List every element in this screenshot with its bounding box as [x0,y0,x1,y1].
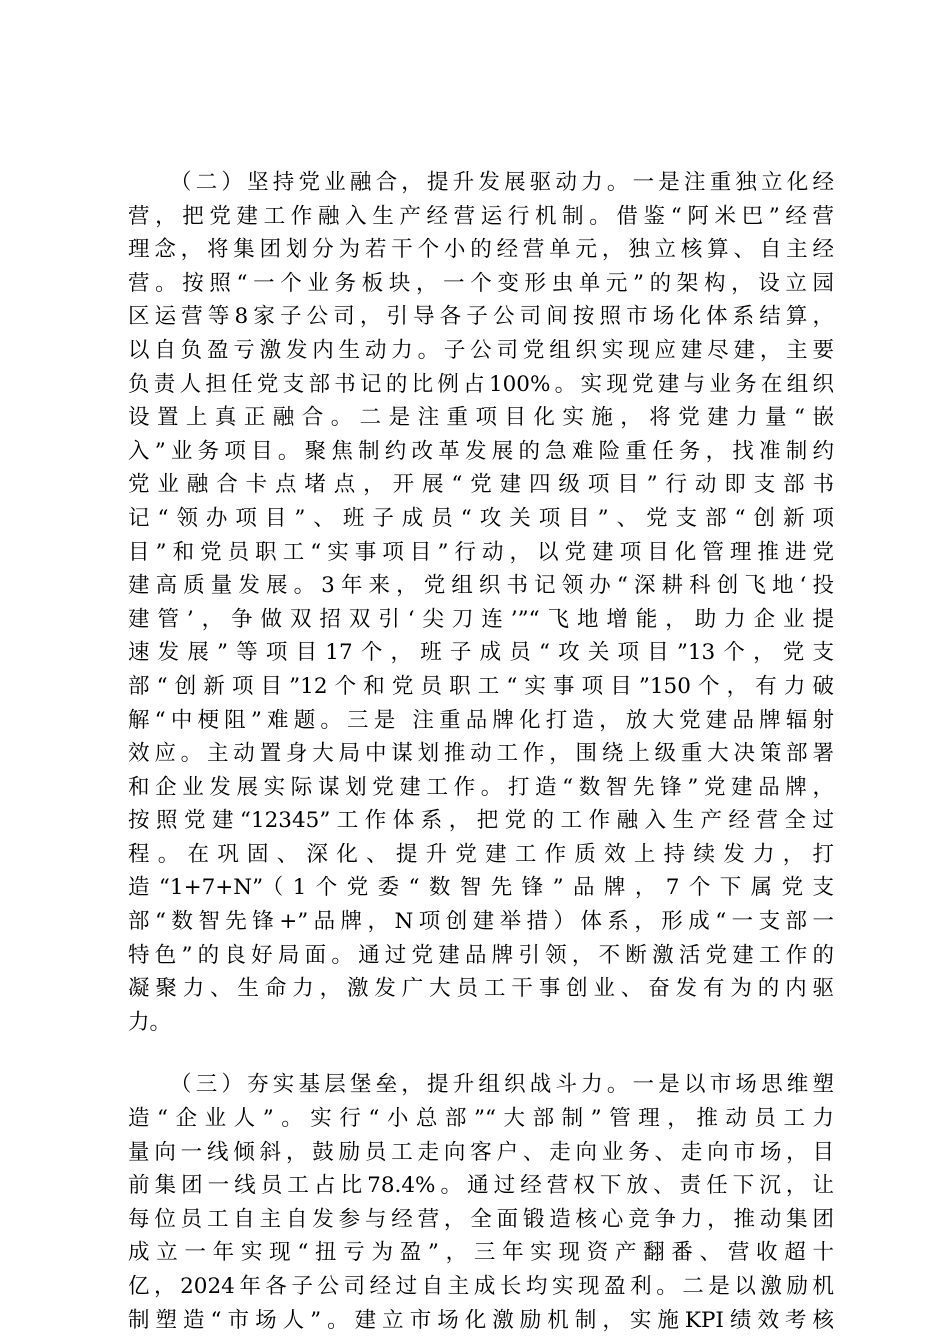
text-line: 部“创新项目”12个和党员职工“实事项目”150个，有力破 [128,673,834,699]
text-line: 理念，将集团划分为若干个小的经营单元，独立核算、自主经 [128,237,834,263]
text-line: 党业融合卡点堵点，开展“党建四级项目”行动即支部书 [128,472,834,498]
document-body [128,166,834,1337]
text-line: 建管’，争做双招双引‘尖刀连’”“飞地增能，助力企业提 [128,606,834,632]
paragraph [128,166,834,1039]
text-line: 特色”的良好局面。通过党建品牌引领，不断激活党建工作的 [128,942,834,968]
text-line: 建高质量发展。3年来，党组织书记领办“深耕科创飞地‘投 [128,573,834,599]
text-line: 量向一线倾斜，鼓励员工走向客户、走向业务、走向市场，目 [128,1139,834,1165]
text-line: 解“中梗阻”难题。三是 注重品牌化打造，放大党建品牌辐射 [128,707,834,733]
text-line: 造“企业人”。实行“小总部”“大部制”管理，推动员工力 [128,1106,834,1132]
text-line: 程。在巩固、深化、提升党建工作质效上持续发力，打 [128,841,834,867]
text-line: 成立一年实现“扭亏为盈”，三年实现资产翻番、营收超十 [128,1240,834,1266]
text-line: 凝聚力、生命力，激发广大员工干事创业、奋发有为的内驱 [128,976,834,1002]
text-line: 区运营等8家子公司，引导各子公司间按照市场化体系结算， [128,304,834,330]
text-line: 设置上真正融合。二是注重项目化实施，将党建力量“嵌 [128,405,834,431]
text-line: （二）坚持党业融合，提升发展驱动力。一是注重独立化经 [170,170,834,195]
text-line: 营。按照“一个业务板块，一个变形虫单元”的架构，设立园 [128,270,834,296]
text-line: 效应。主动置身大局中谋划推动工作，围绕上级重大决策部署 [128,741,834,767]
text-line: 每位员工自主自发参与经营，全面锻造核心竞争力，推动集团 [128,1206,834,1232]
text-line: （三）夯实基层堡垒，提升组织战斗力。一是以市场思维塑 [170,1072,834,1098]
text-line: 部“数智先锋+”品牌，N项创建举措）体系，形成“一支部一 [128,909,834,935]
text-line: 负责人担任党支部书记的比例占100%。实现党建与业务在组织 [128,371,834,397]
text-line: 力。 [128,1009,172,1035]
text-line: 记“领办项目”、班子成员“攻关项目”、党支部“创新项 [128,505,834,531]
text-line: 按照党建“12345”工作体系，把党的工作融入生产经营全过 [128,808,834,834]
text-line: 目”和党员职工“实事项目”行动，以党建项目化管理推进党 [128,539,834,565]
text-line: 亿，2024年各子公司经过自主成长均实现盈利。二是以激励机 [128,1274,834,1299]
text-line: 营，把党建工作融入生产经营运行机制。借鉴“阿米巴”经营 [128,203,834,229]
text-line: 速发展”等项目17个，班子成员“攻关项目”13个，党支 [128,640,834,666]
text-line: 制塑造“市场人”。建立市场化激励机制，实施KPI绩效考核 [128,1307,834,1333]
text-line: 和企业发展实际谋划党建工作。打造“数智先锋”党建品牌， [128,774,834,800]
paragraph [128,1068,834,1337]
text-line: 造“1+7+N”（1个党委“数智先锋”品牌，7个下属党支 [128,875,834,901]
text-line: 入”业务项目。聚焦制约改革发展的急难险重任务，找准制约 [128,438,834,464]
text-line: 以自负盈亏激发内生动力。子公司党组织实现应建尽建，主要 [128,337,834,363]
text-line: 前集团一线员工占比78.4%。通过经营权下放、责任下沉，让 [128,1173,834,1199]
